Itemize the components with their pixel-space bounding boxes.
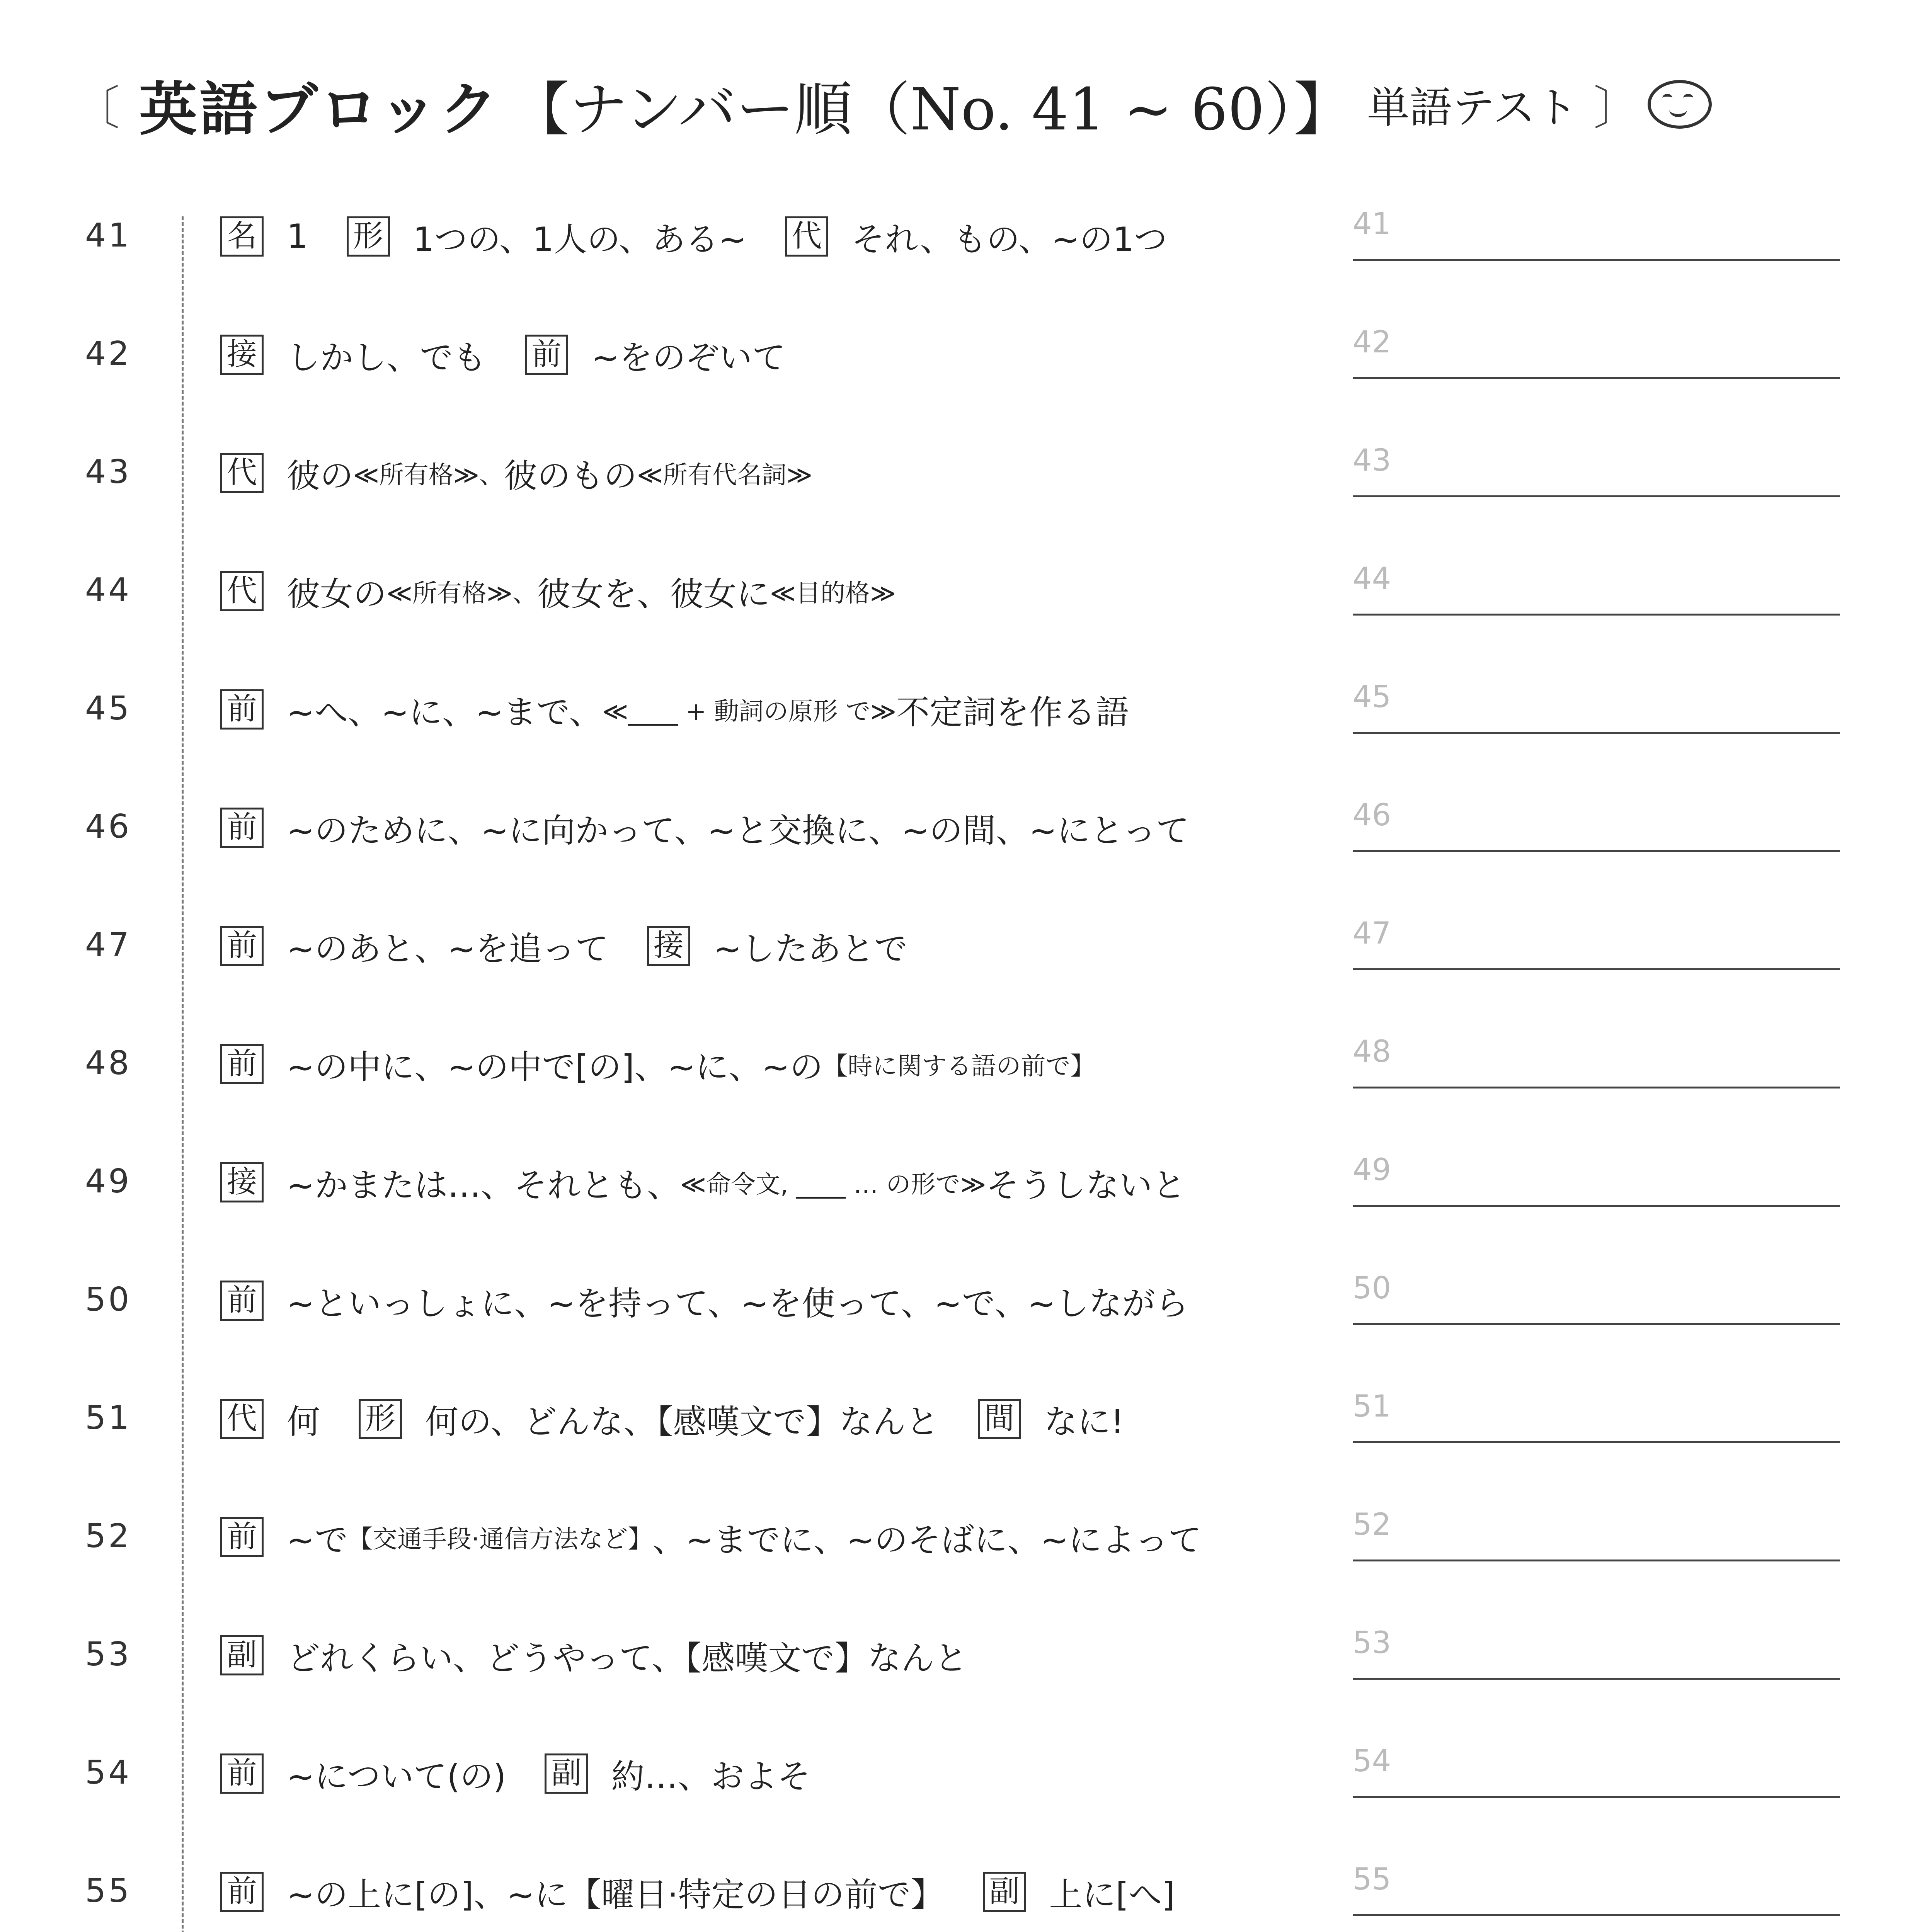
definition-note: 【交通手段·通信方法など】: [348, 1525, 653, 1554]
question-row: [0, 1147, 1917, 1224]
answer-number-hint: 43: [1353, 443, 1391, 478]
question-row: [0, 201, 1917, 278]
answer-blank[interactable]: [1353, 377, 1840, 379]
answer-blank[interactable]: [1353, 1323, 1840, 1325]
answer-blank[interactable]: [1353, 1087, 1840, 1088]
answer-number-hint: 46: [1353, 798, 1391, 833]
definition-text: ~の上に[の]、~に【曜日·特定の日の前で】: [287, 1876, 944, 1914]
definition: [220, 449, 812, 497]
definition: [220, 567, 896, 615]
definition-text: 彼女を、彼女に: [537, 575, 770, 614]
definition-text: ~といっしょに、~を持って、~を使って、~で、~しながら: [287, 1284, 1189, 1323]
definition-text: ~のために、~に向かって、~と交換に、~の間、~にとって: [287, 811, 1189, 850]
answer-number-hint: 55: [1353, 1862, 1391, 1897]
answer-number-hint: 44: [1353, 561, 1391, 596]
definition-text: 何の、どんな、【感嘆文で】なんと: [425, 1403, 939, 1441]
answer-blank[interactable]: [1353, 614, 1840, 616]
brand-logo: 英語ブロック: [139, 76, 500, 143]
answer-blank[interactable]: [1353, 495, 1840, 497]
page-subtitle: 単語テスト: [1367, 83, 1578, 133]
definition: [220, 1513, 1202, 1561]
answer-blank[interactable]: [1353, 968, 1840, 970]
definition-text: 、~までに、~のそばに、~によって: [652, 1521, 1202, 1560]
definition-text: ~の中に、~の中で[の]、~に、~の: [287, 1048, 823, 1087]
answer-number-hint: 47: [1353, 916, 1391, 951]
question-row: [0, 910, 1917, 988]
answer-number-hint: 52: [1353, 1507, 1391, 1542]
question-number: 44: [85, 571, 132, 609]
definition-note: ≪命令文, ____ … の形で≫: [680, 1170, 986, 1199]
part-of-speech-box: 前: [220, 1044, 264, 1084]
definition: [220, 685, 1129, 733]
header-bracket-open: 〔: [73, 82, 120, 135]
question-row: [0, 437, 1917, 515]
part-of-speech-box: 副: [220, 1635, 264, 1675]
question-number: 48: [85, 1044, 132, 1082]
definition: [220, 804, 1189, 852]
definition-text: ~かまたは…、それとも、: [287, 1166, 681, 1205]
definition: [220, 922, 907, 970]
part-of-speech-box: 前: [525, 335, 568, 375]
definition-text: しかし、でも: [287, 338, 487, 377]
definition: [220, 213, 1167, 260]
answer-blank[interactable]: [1353, 259, 1840, 261]
question-row: [0, 1383, 1917, 1461]
definition: [220, 1631, 967, 1679]
definition-text: ~について(の): [287, 1757, 506, 1796]
definition-text: そうしないと: [986, 1166, 1186, 1205]
definition: [220, 1868, 1175, 1916]
part-of-speech-box: 代: [220, 1399, 264, 1439]
question-number: 43: [85, 453, 132, 491]
part-of-speech-box: 代: [220, 571, 264, 611]
part-of-speech-box: 接: [220, 1162, 264, 1202]
definition-note: 【時に関する語の前で】: [823, 1052, 1095, 1081]
answer-number-hint: 42: [1353, 325, 1391, 360]
definition-text: 約…、およそ: [611, 1757, 811, 1796]
question-number: 54: [85, 1753, 132, 1792]
part-of-speech-box: 前: [220, 926, 264, 966]
definition-text: ~をのぞいて: [591, 338, 786, 377]
definition-text: ~のあと、~を追って: [287, 930, 609, 968]
definition: [220, 331, 785, 379]
smiley-face-icon: [1648, 80, 1712, 129]
question-number: 47: [85, 926, 132, 964]
part-of-speech-box: 接: [647, 926, 690, 966]
question-row: [0, 1738, 1917, 1815]
question-row: [0, 1620, 1917, 1697]
definition-text: なに!: [1044, 1403, 1124, 1441]
answer-blank[interactable]: [1353, 1796, 1840, 1798]
part-of-speech-box: 前: [220, 808, 264, 848]
answer-number-hint: 51: [1353, 1389, 1391, 1424]
question-number: 53: [85, 1635, 132, 1673]
question-number: 42: [85, 335, 132, 373]
definition-note: ≪所有格≫、: [353, 461, 504, 490]
question-row: [0, 1502, 1917, 1579]
definition-text: 不定詞を作る語: [896, 693, 1129, 732]
part-of-speech-box: 間: [978, 1399, 1021, 1439]
part-of-speech-box: 代: [785, 216, 828, 257]
question-number: 50: [85, 1281, 132, 1319]
definition: [220, 1750, 810, 1798]
answer-blank[interactable]: [1353, 1914, 1840, 1916]
definition-note: ≪目的格≫: [770, 579, 896, 608]
part-of-speech-box: 形: [347, 216, 390, 257]
question-number: 52: [85, 1517, 132, 1555]
definition-text: それ、もの、~の1つ: [851, 220, 1167, 259]
definition: [220, 1395, 1124, 1443]
answer-blank[interactable]: [1353, 1678, 1840, 1680]
answer-number-hint: 48: [1353, 1034, 1391, 1069]
question-number: 45: [85, 689, 132, 728]
answer-blank[interactable]: [1353, 850, 1840, 852]
definition-text: どれくらい、どうやって、【感嘆文で】なんと: [287, 1639, 968, 1678]
definition-note: ≪所有格≫、: [386, 579, 538, 608]
part-of-speech-box: 前: [220, 689, 264, 730]
question-row: [0, 1029, 1917, 1106]
part-of-speech-box: 形: [359, 1399, 402, 1439]
answer-number-hint: 50: [1353, 1271, 1391, 1306]
question-number: 41: [85, 216, 132, 255]
part-of-speech-box: 副: [983, 1872, 1026, 1912]
definition-text: 上に[へ]: [1049, 1876, 1175, 1914]
part-of-speech-box: 副: [545, 1753, 588, 1794]
answer-blank[interactable]: [1353, 732, 1840, 734]
answer-number-hint: 49: [1353, 1153, 1391, 1187]
part-of-speech-box: 前: [220, 1753, 264, 1794]
header-bracket-close: 〕: [1593, 82, 1640, 135]
answer-number-hint: 45: [1353, 680, 1391, 714]
part-of-speech-box: 前: [220, 1872, 264, 1912]
question-number: 49: [85, 1162, 132, 1201]
question-row: [0, 1856, 1917, 1932]
question-row: [0, 792, 1917, 869]
definition-text: 彼女の: [287, 575, 387, 614]
definition-note: ≪____ + 動詞の原形 で≫: [602, 697, 897, 726]
definition: [220, 1277, 1188, 1325]
answer-number-hint: 53: [1353, 1626, 1391, 1660]
answer-blank[interactable]: [1353, 1205, 1840, 1207]
part-of-speech-box: 前: [220, 1517, 264, 1557]
part-of-speech-box: 接: [220, 335, 264, 375]
question-row: [0, 556, 1917, 633]
answer-number-hint: 41: [1353, 207, 1391, 242]
part-of-speech-box: 名: [220, 216, 264, 257]
definition: [220, 1158, 1185, 1206]
question-row: [0, 674, 1917, 751]
question-row: [0, 1265, 1917, 1342]
part-of-speech-box: 前: [220, 1281, 264, 1321]
definition-text: ~へ、~に、~まで、: [287, 693, 603, 732]
question-number: 51: [85, 1399, 132, 1437]
page-title: 【ナンバー順（No. 41 ~ 60）】: [511, 76, 1352, 143]
definition-note: ≪所有代名詞≫: [637, 461, 813, 490]
question-number: 55: [85, 1872, 132, 1910]
question-number: 46: [85, 808, 132, 846]
definition-text: ~で: [287, 1521, 348, 1560]
answer-blank[interactable]: [1353, 1560, 1840, 1561]
definition: [220, 1040, 1095, 1088]
answer-blank[interactable]: [1353, 1441, 1840, 1443]
definition-text: 彼の: [287, 457, 354, 495]
answer-number-hint: 54: [1353, 1744, 1391, 1779]
definition-text: 1: [287, 217, 308, 256]
question-row: [0, 319, 1917, 396]
definition-text: 1つの、1人の、ある~: [413, 220, 747, 259]
definition-text: ~したあとで: [713, 930, 908, 968]
page-header: [73, 66, 1712, 143]
part-of-speech-box: 代: [220, 453, 264, 493]
definition-text: 彼のもの: [504, 457, 637, 495]
definition-text: 何: [287, 1403, 320, 1441]
